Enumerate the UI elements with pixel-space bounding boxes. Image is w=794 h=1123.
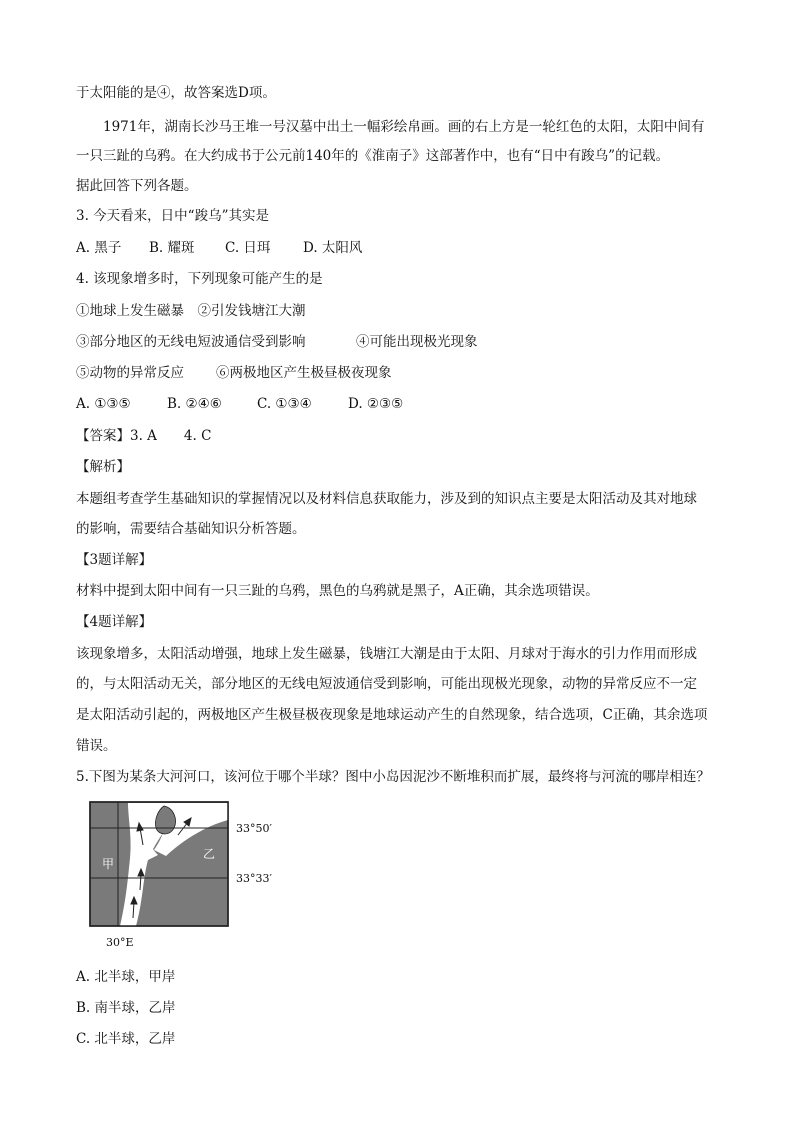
question-4-item-3: ③部分地区的无线电短波通信受到影响 (76, 334, 306, 350)
instruction-text: 据此回答下列各题。 (76, 178, 198, 194)
question-4-item-4: ④可能出现极光现象 (356, 334, 478, 350)
detail-4-heading: 【4题详解】 (76, 614, 153, 630)
river-mouth-map (88, 800, 288, 955)
answer-line: 【答案】3. A 4. C (76, 428, 212, 444)
question-5-option-c: C. 北半球，乙岸 (76, 1031, 176, 1047)
option-a: A. ①③⑤ (76, 396, 131, 412)
analysis-text-line-1: 本题组考查学生基础知识的掌握情况以及材料信息获取能力，涉及到的知识点主要是太阳活动及其对地球 (76, 491, 697, 507)
detail-4-text-line-1: 该现象增多，太阳活动增强，地球上发生磁暴，钱塘江大潮是由于太阳、月球对于海水的引力作用而形成 (76, 646, 697, 662)
question-4-item-line-1: ①地球上发生磁暴 ②引发钱塘江大潮 (76, 303, 306, 319)
text-line: 于太阳能的是④，故答案选D项。 (76, 85, 276, 101)
latitude-label-top: 33°50′ (236, 822, 272, 835)
option-c: C. 日珥 (225, 240, 271, 256)
option-d: D. ②③⑤ (348, 396, 404, 412)
detail-4-text-line-4: 错误。 (76, 738, 117, 754)
question-4-options (76, 395, 403, 413)
question-4-item-6: ⑥两极地区产生极昼极夜现象 (216, 365, 392, 381)
material-paragraph-line-2: 一只三趾的乌鸦。在大约成书于公元前140年的《淮南子》这部著作中，也有“日中有踆乌”的记载。 (76, 148, 670, 164)
detail-4-text-line-2: 的，与太阳活动无关，部分地区的无线电短波通信受到影响，可能出现极光现象，动物的异常反应不一定 (76, 676, 697, 692)
question-3-options (76, 239, 362, 257)
question-5-option-a: A. 北半球，甲岸 (76, 969, 176, 985)
question-5: 5.下图为某条大河河口，该河位于哪个半球？图中小岛因泥沙不断堆积而扩展，最终将与河流的哪岸相连？ (76, 769, 710, 785)
left-bank-label: 甲 (102, 857, 115, 871)
question-5-option-b: B. 南半球，乙岸 (76, 1000, 176, 1016)
option-a: A. 黑子 (76, 240, 122, 256)
detail-4-text-line-3: 是太阳活动引起的，两极地区产生极昼极夜现象是地球运动产生的自然现象，结合选项，C正确，其余选项 (76, 707, 708, 723)
option-c: C. ①③④ (257, 396, 312, 412)
analysis-heading: 【解析】 (76, 459, 130, 475)
right-bank-label: 乙 (203, 847, 216, 861)
question-3: 3. 今天看来，日中“踆乌”其实是 (76, 208, 269, 224)
material-paragraph-line-1: 1971年，湖南长沙马王堆一号汉墓中出土一幅彩绘帛画。画的右上方是一轮红色的太阳，太阳中间有 (103, 119, 705, 135)
option-d: D. 太阳风 (303, 240, 363, 256)
question-4-item-5: ⑤动物的异常反应 (76, 365, 184, 381)
analysis-text-line-2: 的影响，需要结合基础知识分析答题。 (76, 521, 306, 537)
detail-3-text: 材料中提到太阳中间有一只三趾的乌鸦，黑色的乌鸦就是黑子，A正确，其余选项错误。 (76, 583, 599, 599)
longitude-label: 30°E (106, 936, 134, 949)
latitude-label-mid: 33°33′ (236, 872, 272, 885)
question-4: 4. 该现象增多时，下列现象可能产生的是 (76, 271, 323, 287)
option-b: B. ②④⑥ (167, 396, 222, 412)
option-b: B. 耀斑 (149, 240, 195, 256)
detail-3-heading: 【3题详解】 (76, 552, 153, 568)
